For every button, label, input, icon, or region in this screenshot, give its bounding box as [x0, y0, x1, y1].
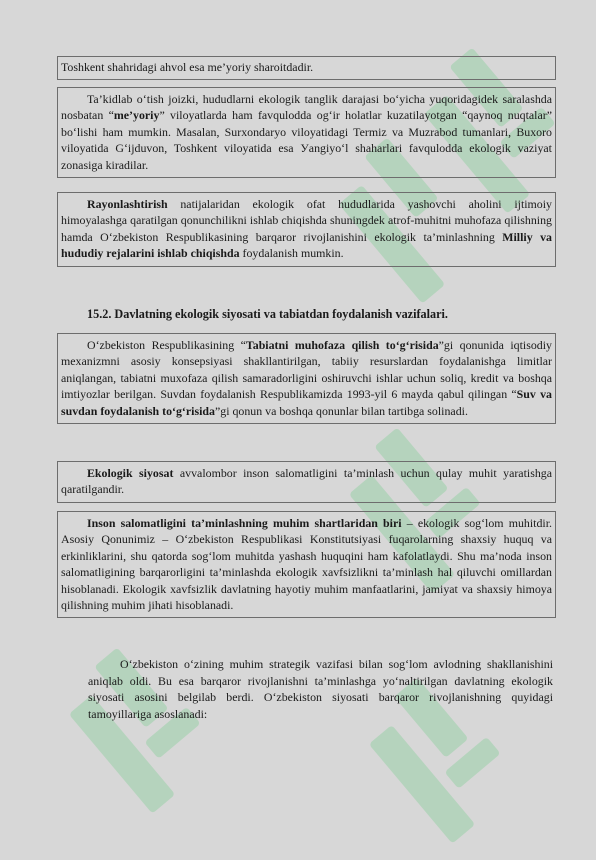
bold-term: Inson salomatligini ta’minlashning muhim shartlaridan biri [87, 516, 402, 530]
paragraph [61, 91, 552, 173]
bold-term: Rayonlashtirish [87, 197, 168, 211]
text-block-health [57, 511, 556, 618]
paragraph [61, 465, 552, 498]
paragraph-text: Ta’kidlab o‘tish joizki, hududlarni ekologik tanglik darajasi bo‘yicha yuqoridagidek saralashda nosbatan “ [61, 92, 552, 123]
paragraph-text: – ekologik sog‘lom muhitdir. Asosiy Qonunimiz – O‘zbekiston Respublikasi Konstitutsiyasi fuqarolarning shaxsiy huquq va erkinliklarini, shu qatorda sog‘lom muhitda yashash huquqini ham kafolatlaydi. Shu ma’noda inson salomatligining barqarorligini ta’minlashda ekologik xavfsizlikni ta’minlash hal qiluvchi omillardan hisoblanadi. Ekologik xavfsizlik davlatning hayotiy muhim manfaatlarini, jamiyat va shaxsiy himoya qilishning muhim jihati hisoblanadi. [61, 516, 552, 613]
bold-term: me’yoriy [113, 108, 160, 123]
bold-term: Tabiatni muhofaza qilish to‘g‘risida [245, 338, 439, 352]
text-block-zoning [57, 192, 556, 267]
paragraph: Toshkent shahridagi ahvol esa me’yoriy sharoitdadir. [61, 60, 314, 74]
paragraph-strategy: O‘zbekiston o‘zining muhim strategik vazifasi bilan sog‘lom avlodning shakllanishini aniqlab oldi. Bu esa barqaror rivojlanishni ta’minlashga yo‘naltirilgan davlatning ekologik siyosati asosini belgilab berdi. O‘zbekiston siyosati barqaror rivojlanishning quyidagi tamoyillariga asoslanadi: [88, 657, 553, 721]
paragraph [61, 196, 552, 262]
bold-term: Ekologik siyosat [87, 466, 174, 480]
text-block-intro [57, 56, 556, 80]
bold-term: Milliy va hududiy rejalarini ishlab chiqishda [61, 229, 553, 261]
bold-term: Suv va suvdan foydalanish to‘g‘risida [61, 387, 552, 418]
paragraph-text: ”gi qonunida iqtisodiy mexanizmni asosiy konsepsiyasi shakllantirilgan, tabiiy resurslardan foydalanishga limitlar aniqlangan, tabiatni muxofaza qilish samaradorligini oshiruvchi ishlar uchun soliq, kredit va boshqa imtiyozlar berilgan. Suvdan foydalanish Respublikamizda 1993-yil 6 mayda qabul qilingan “ [61, 338, 552, 402]
paragraph [61, 515, 552, 613]
paragraph [61, 337, 552, 419]
paragraph-text: natijalaridan ekologik ofat hududlarida yashovchi aholini ijtimoiy himoyalashga qaratilgan qonunchilikni ishlab chiqishda shuningdek atrof-muhitni muhofaza qilishning hamda O‘zbekiston Respublikasining barqaror rivojlanishini ekologik ta’minlashning [61, 197, 552, 244]
paragraph-text: ”gi qonun va boshqa qonunlar bilan tartibga solinadi. [214, 403, 468, 418]
text-block-hot-spots [57, 87, 556, 178]
paragraph-text: ” viloyatlarda ham favqulodda og‘ir holatlar kuzatilayotgan “qaynoq nuqtalar” bo‘lishi ham mumkin. Masalan, Surxondaryo viloyatidagi Termiz va Muzrabod tumanlari, Buxoro viloyatida G‘ijduvon, Toshkent viloyatida esa Уangiyo‘l shaharlari favqulodda ekologik vaziyat zonasiga kiradilar. [61, 108, 552, 172]
paragraph-text: foydalanish mumkin. [239, 246, 344, 261]
text-block-policy [57, 461, 556, 503]
section-heading: 15.2. Davlatning ekologik siyosati va tabiatdan foydalanish vazifalari. [87, 307, 448, 321]
text-block-law [57, 333, 556, 424]
paragraph-text: O‘zbekiston Respublikasining “ [87, 338, 246, 352]
paragraph-text: avvalombor inson salomatligini ta’minlash uchun qulay muhit yaratishga qaratilgandir. [61, 466, 552, 497]
